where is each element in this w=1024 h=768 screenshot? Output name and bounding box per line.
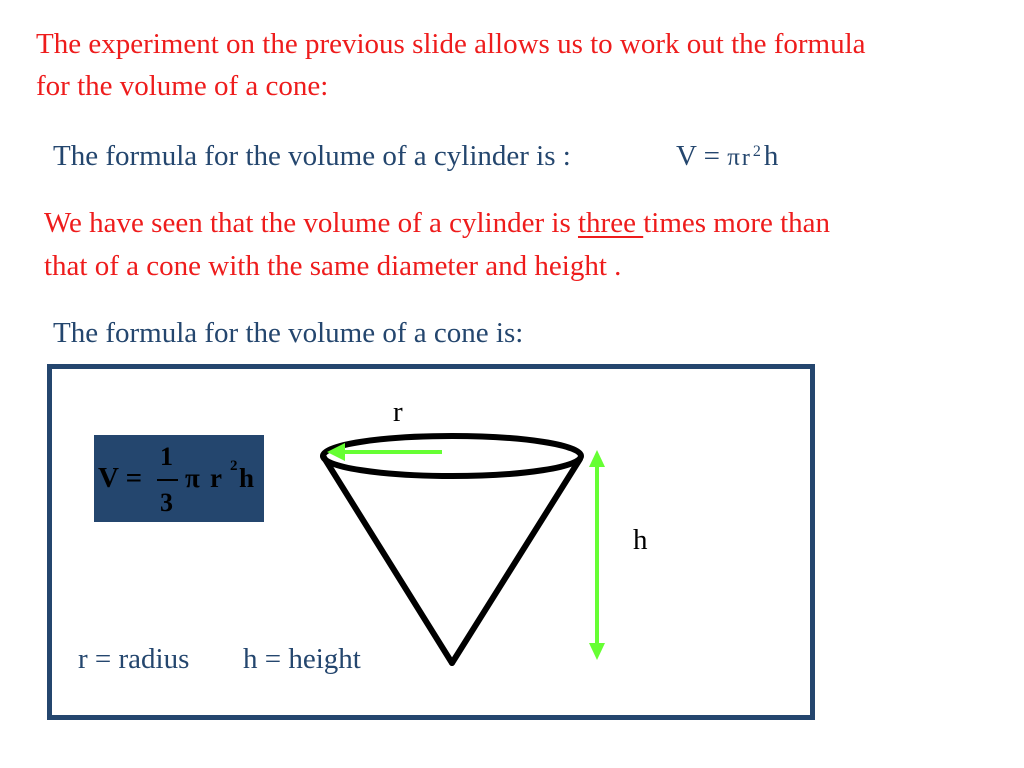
cylinder-formula-pi: π: [727, 144, 740, 171]
cone-formula-v: V =: [98, 462, 143, 494]
cone-formula-h: h: [239, 463, 255, 493]
legend-radius: r = radius: [78, 643, 190, 675]
observation-text-after: times more than: [643, 207, 831, 239]
cone-formula-exponent: 2: [230, 458, 238, 474]
height-label: h: [633, 524, 648, 556]
cylinder-formula-h: h: [763, 140, 779, 172]
cylinder-formula-r: r: [741, 145, 750, 171]
cylinder-formula-label: The formula for the volume of a cylinder is :: [53, 140, 571, 172]
cone-formula-pi: π: [185, 463, 200, 493]
cone-formula-denominator: 3: [160, 488, 173, 517]
cone-formula-label: The formula for the volume of a cone is:: [53, 317, 524, 349]
cone-base-ellipse: [323, 436, 581, 476]
cylinder-formula-exponent: 2: [752, 143, 761, 160]
intro-line-2: for the volume of a cone:: [36, 70, 329, 102]
height-arrow-head-top: [589, 450, 605, 467]
observation-line-2: that of a cone with the same diameter and height .: [44, 250, 622, 282]
cone-left-side: [323, 456, 452, 663]
cone-formula-fraction-bar: [157, 479, 178, 481]
legend-height: h = height: [243, 643, 361, 675]
intro-line-1: The experiment on the previous slide allows us to work out the formula: [36, 28, 866, 60]
observation-emphasis: three: [577, 207, 644, 239]
cone-formula-r: r: [210, 463, 222, 493]
cone-formula-box: [94, 435, 264, 522]
cone-formula-numerator: 1: [160, 442, 173, 471]
observation-text-before: We have seen that the volume of a cylinder is: [44, 207, 578, 239]
radius-label: r: [393, 396, 403, 428]
cone-right-side: [452, 459, 580, 663]
height-arrow-head-bottom: [589, 643, 605, 660]
cylinder-formula-v: V =: [676, 140, 721, 172]
